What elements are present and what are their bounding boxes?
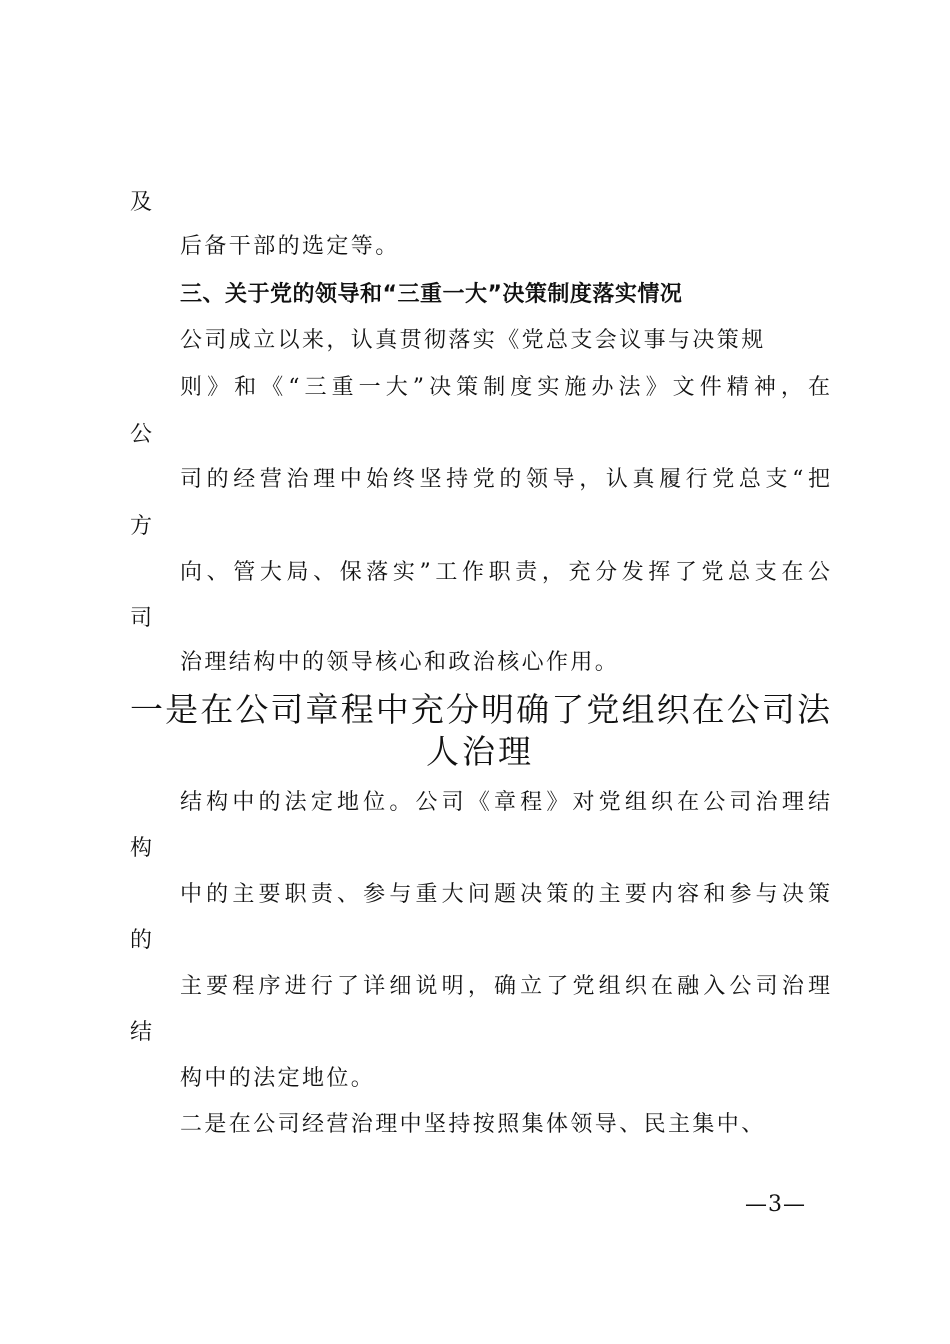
page-number: —3— bbox=[745, 1192, 806, 1217]
text-line: 则》和《“三重一大”决策制度实施办法》文件精神，在 bbox=[180, 375, 830, 400]
text-line: 公 bbox=[130, 422, 155, 447]
text-line: 向、管大局、保落实”工作职责，充分发挥了党总支在公 bbox=[180, 560, 830, 585]
text-line: 结构中的法定地位。公司《章程》对党组织在公司治理结 bbox=[180, 790, 830, 815]
text-line: 二是在公司经营治理中坚持按照集体领导、民主集中、 bbox=[180, 1112, 766, 1137]
text-line: 结 bbox=[130, 1020, 155, 1045]
section-heading: 三、关于党的领导和“三重一大”决策制度落实情况 bbox=[180, 282, 683, 307]
large-text-line: 人治理 bbox=[426, 732, 534, 771]
text-line: 构中的法定地位。 bbox=[180, 1066, 376, 1091]
text-line: 公司成立以来，认真贯彻落实《党总支会议事与决策规 bbox=[180, 328, 766, 353]
text-line: 的 bbox=[130, 928, 155, 953]
text-line: 及 bbox=[130, 190, 155, 215]
text-line: 司的经营治理中始终坚持党的领导，认真履行党总支“把 bbox=[180, 467, 830, 492]
text-line: 主要程序进行了详细说明，确立了党组织在融入公司治理 bbox=[180, 974, 830, 999]
text-line: 司 bbox=[130, 606, 155, 631]
large-text-line: 一是在公司章程中充分明确了党组织在公司法 bbox=[130, 690, 830, 729]
text-line: 方 bbox=[130, 514, 155, 539]
text-line: 后备干部的选定等。 bbox=[180, 234, 400, 259]
text-line: 治理结构中的领导核心和政治核心作用。 bbox=[180, 650, 620, 675]
text-line: 构 bbox=[130, 836, 155, 861]
text-line: 中的主要职责、参与重大问题决策的主要内容和参与决策 bbox=[180, 882, 830, 907]
